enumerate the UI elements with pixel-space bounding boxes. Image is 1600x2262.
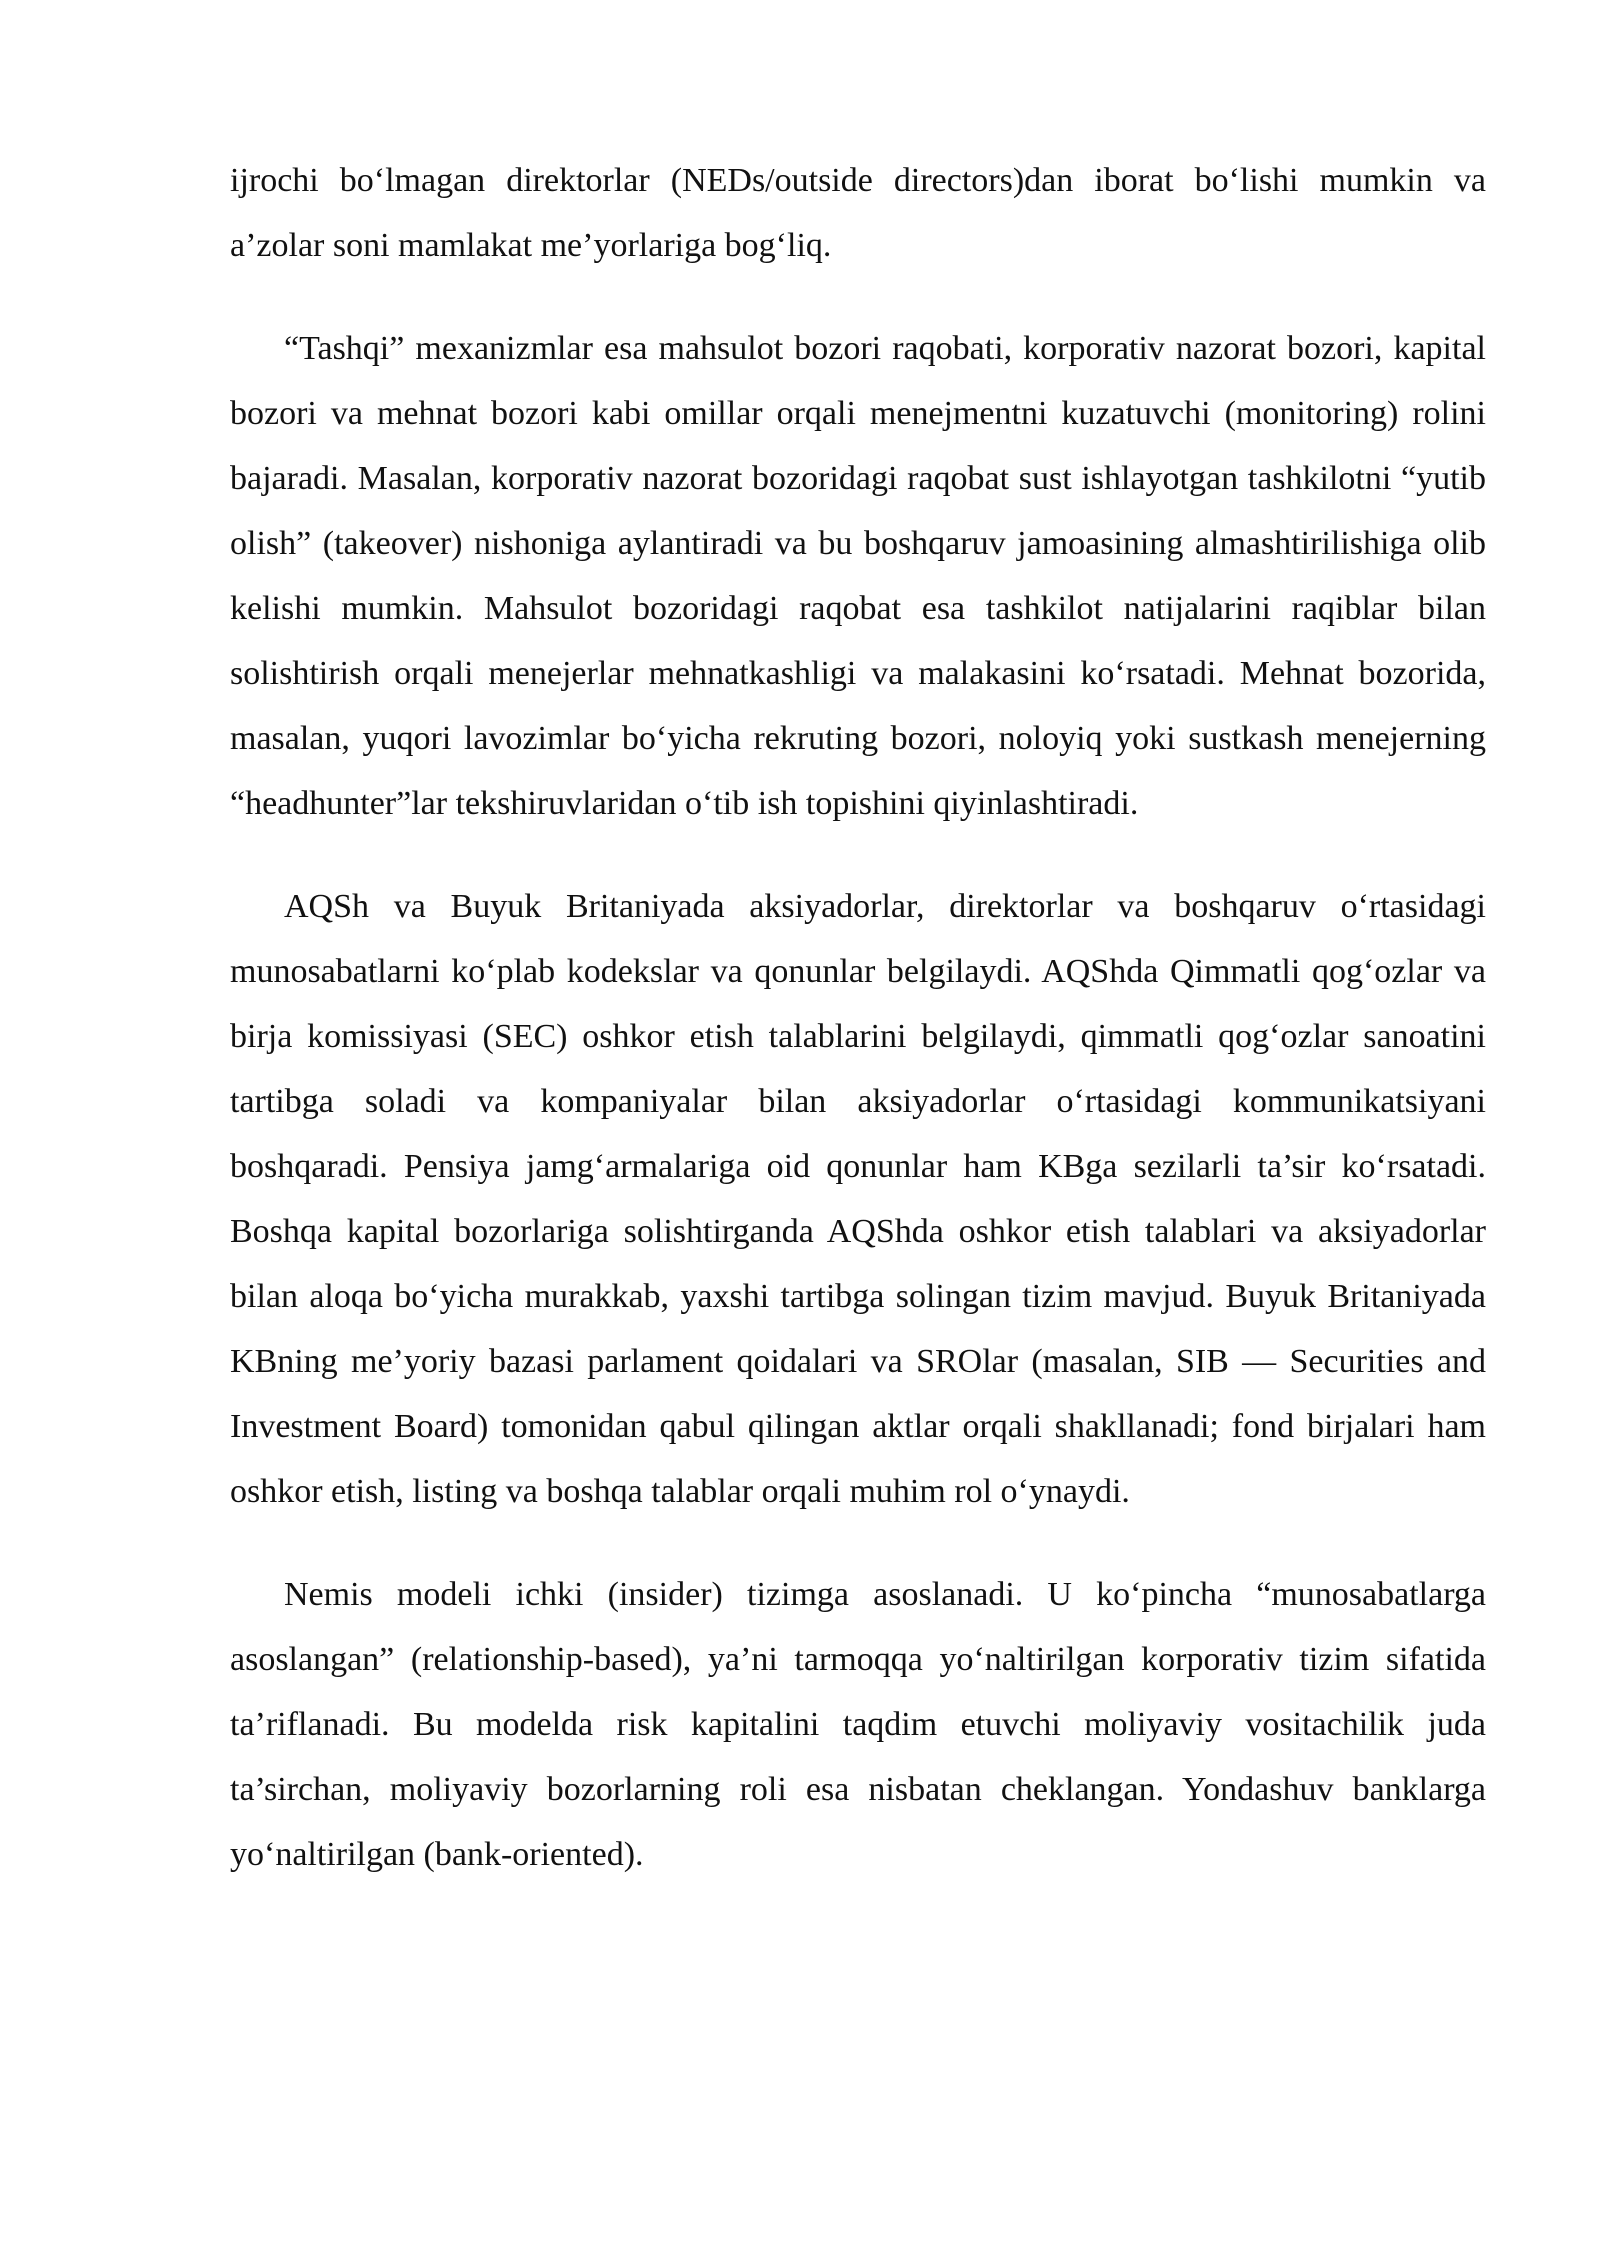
paragraph-2: “Tashqi” mexanizmlar esa mahsulot bozori raqobati, korporativ nazorat bozori, kapital bozori va mehnat bozori kabi omillar orqali menejmentni kuzatuvchi (monitoring) rolini bajaradi. Masalan, korporativ nazorat bozoridagi raqobat sust ishlayotgan tashkilotni “yutib olish” (takeover) nishoniga aylantiradi va bu boshqaruv jamoasining almashtirilishiga olib kelishi mumkin. Mahsulot bozoridagi raqobat esa tashkilot natijalarini raqiblar bilan solishtirish orqali menejerlar mehnatkashligi va malakasini ko‘rsatadi. Mehnat bozorida, masalan, yuqori lavozimlar bo‘yicha rekruting bozori, noloyiq yoki sustkash menejerning “headhunter”lar tekshiruvlaridan o‘tib ish topishini qiyinlashtiradi. (230, 330, 1486, 822)
paragraph-3: AQSh va Buyuk Britaniyada aksiyadorlar, direktorlar va boshqaruv o‘rtasidagi munosabatlarni ko‘plab kodekslar va qonunlar belgilaydi. AQShda Qimmatli qog‘ozlar va birja komissiyasi (SEC) oshkor etish talablarini belgilaydi, qimmatli qog‘ozlar sanoatini tartibga soladi va kompaniyalar bilan aksiyadorlar o‘rtasidagi kommunikatsiyani boshqaradi. Pensiya jamg‘armalariga oid qonunlar ham KBga sezilarli ta’sir ko‘rsatadi. Boshqa kapital bozorlariga solishtirganda AQShda oshkor etish talablari va aksiyadorlar bilan aloqa bo‘yicha murakkab, yaxshi tartibga solingan tizim mavjud. Buyuk Britaniyada KBning me’yoriy bazasi parlament qoidalari va SROlar (masalan, SIB — Securities and Investment Board) tomonidan qabul qilingan aktlar orqali shakllanadi; fond birjalari ham oshkor etish, listing va boshqa talablar orqali muhim rol o‘ynaydi. (230, 888, 1486, 1510)
page-body (230, 148, 1486, 1925)
paragraph-4: Nemis modeli ichki (insider) tizimga asoslanadi. U ko‘pincha “munosabatlarga asoslangan” (relationship-based), ya’ni tarmoqqa yo‘naltirilgan korporativ tizim sifatida ta’riflanadi. Bu modelda risk kapitalini taqdim etuvchi moliyaviy vositachilik juda ta’sirchan, moliyaviy bozorlarning roli esa nisbatan cheklangan. Yondashuv banklarga yo‘naltirilgan (bank-oriented). (230, 1576, 1486, 1873)
paragraph-1: ijrochi bo‘lmagan direktorlar (NEDs/outside directors)dan iborat bo‘lishi mumkin va a’zolar soni mamlakat me’yorlariga bog‘liq. (230, 162, 1486, 264)
